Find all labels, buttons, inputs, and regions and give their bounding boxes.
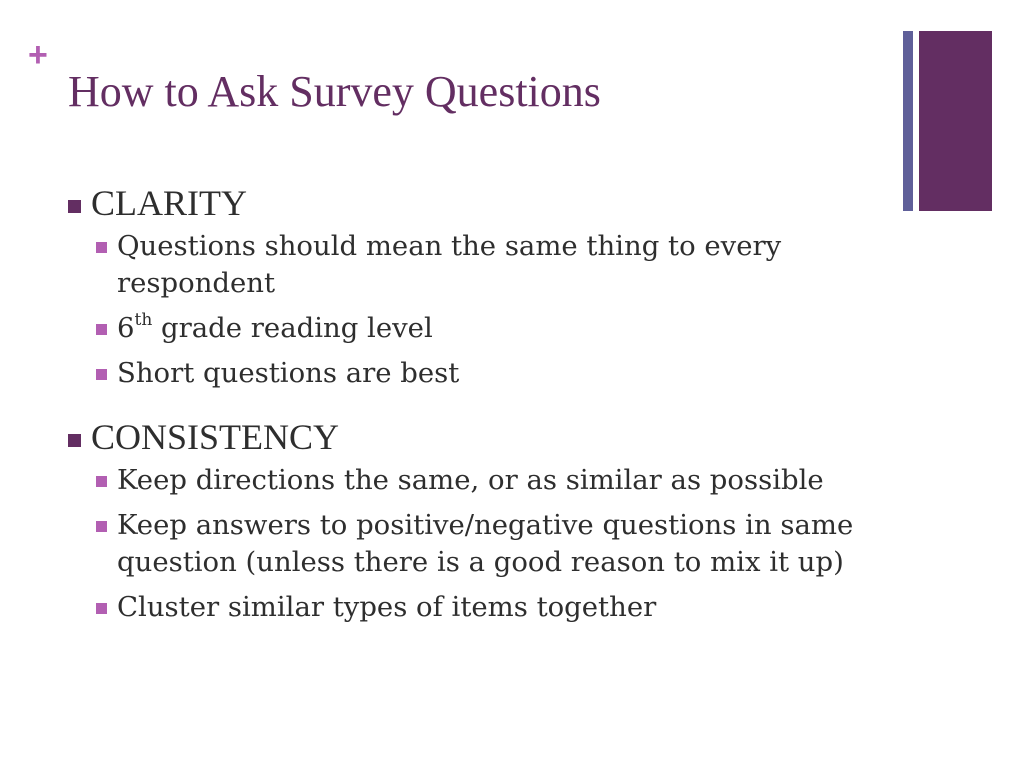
list-item (96, 228, 868, 302)
plus-mark-icon: + (28, 36, 48, 74)
list-item (96, 589, 868, 626)
section-clarity (68, 182, 868, 392)
decorative-bar-wide (919, 31, 992, 211)
list-item (96, 507, 868, 581)
ordinal-number: 6 (117, 312, 135, 344)
section-heading-text: CONSISTENCY (91, 417, 340, 457)
ordinal-superscript: th (134, 310, 153, 330)
list-item-text: Short questions are best (117, 357, 460, 389)
slide-title: How to Ask Survey Questions (68, 67, 601, 116)
square-bullet-icon (96, 521, 107, 532)
square-bullet-icon (96, 324, 107, 335)
section-consistency (68, 416, 868, 626)
square-bullet-icon (96, 476, 107, 487)
list-item (96, 355, 868, 392)
sub-list (68, 462, 868, 626)
decorative-bar-thin (903, 31, 913, 211)
section-heading-text: CLARITY (91, 183, 247, 223)
list-item (96, 462, 868, 499)
list-item-text: Keep answers to positive/negative questions in same question (unless there is a good reason to mix it up) (117, 509, 854, 578)
square-bullet-icon (68, 434, 81, 447)
square-bullet-icon (96, 369, 107, 380)
square-bullet-icon (96, 242, 107, 253)
square-bullet-icon (68, 200, 81, 213)
section-heading (68, 416, 868, 458)
section-heading (68, 182, 868, 224)
list-item-text: Keep directions the same, or as similar as possible (117, 464, 824, 496)
list-item-text (117, 310, 433, 347)
list-item-text: Questions should mean the same thing to every respondent (117, 230, 782, 299)
list-item (96, 310, 868, 347)
slide-content (68, 182, 868, 634)
sub-list (68, 228, 868, 392)
list-item-text: Cluster similar types of items together (117, 591, 657, 623)
list-item-rest: grade reading level (152, 312, 433, 344)
square-bullet-icon (96, 603, 107, 614)
